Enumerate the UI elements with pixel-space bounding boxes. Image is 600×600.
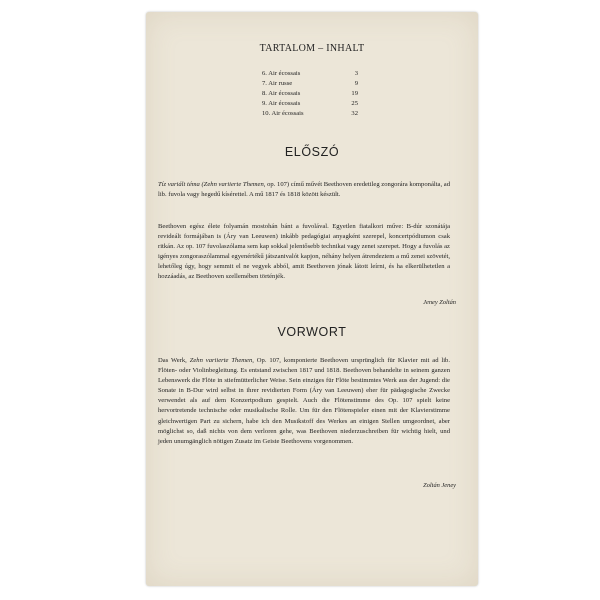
- toc-item-label: 9. Air écossais: [262, 100, 301, 107]
- signature-hu: Jeney Zoltán: [423, 299, 456, 306]
- toc-item-label: 6. Air écossais: [262, 70, 301, 77]
- table-of-contents: [262, 69, 358, 119]
- toc-item-page: 25: [351, 100, 358, 107]
- toc-item-page: 9: [354, 80, 358, 87]
- signature-de: Zoltán Jeney: [423, 482, 456, 489]
- preface-heading-de: VORWORT: [277, 325, 347, 339]
- toc-item: [262, 69, 358, 79]
- toc-item-label: 8. Air écossais: [262, 90, 301, 97]
- preface-de-paragraph: [158, 356, 450, 447]
- preface-de-text: , Op. 107, komponierte Beethoven ursprünglich für Klavier mit ad lib. Flöten- oder Violinbegleitung. Es entstand zwischen 1817 und 1818. Beethoven behandelte in seinem ganzen Lebenswerk die Flöte in stiefmütterlicher Weise. Sein einziges für Flöte bestimmtes Werk aus der Jugend: die Sonate in B-Dur wird selbst in ihrer revidierten Form (Áry van Leeuwen) eher für pädagogische Zwecke verwendet als auf dem Konzertpodium gespielt. Auch die Flötenstimme des Op. 107 spielt keine hervortretende technische oder musikalische Rolle. Um für den Flötenspieler einen mit der Klavierstimme gleichwertigen Part zu sichern, habe ich den Musikstoff des Werkes an einigen Stellen umgeordnet, aber möglichst so, daß nichts von dem verloren gehe, was Beethoven niederzuschreiben für wichtig hielt, und jeden unumgänglich nötigen Zusatz im Geiste Beethovens vorgenommen.: [158, 357, 450, 445]
- toc-item-label: 10. Air écossais: [262, 110, 304, 117]
- toc-item: [262, 89, 358, 99]
- work-title-de: Zehn variierte Themen: [189, 357, 253, 364]
- toc-item-page: 32: [351, 110, 358, 117]
- toc-item-page: 3: [354, 70, 358, 77]
- preface-hu-paragraph-1-text: , op. 107) című művét Beethoven eredetileg zongorára komponálta, ad lib. fuvola vagy hegedű kísérettel. A mű 1817 és 1818 között készült.: [158, 181, 451, 199]
- toc-item: [262, 109, 358, 119]
- work-title-hu: Tíz variált téma: [158, 181, 200, 188]
- toc-item: [262, 99, 358, 109]
- toc-item-label: 7. Air russe: [262, 80, 293, 87]
- work-title-de: (Zehn variierte Themen: [201, 181, 264, 188]
- preface-heading-hu: ELŐSZÓ: [284, 145, 340, 159]
- toc-item: [262, 79, 358, 89]
- toc-title: TARTALOM – INHALT: [259, 43, 365, 54]
- preface-de-intro: Das Werk,: [158, 357, 190, 364]
- document-page: [146, 12, 478, 586]
- toc-item-page: 19: [351, 90, 358, 97]
- preface-hu-paragraph-1: [158, 180, 450, 200]
- preface-hu-paragraph-2: Beethoven egész élete folyamán mostohán bánt a fuvolával. Egyetlen fiatalkori műve: B-dúr szonátája revideált formájában is (Áry van Leeuwen) inkább pedagógiai anyagként szerepel, koncertpódiumon csak ritkán. Az op. 107 fuvolaszólama sem kap sokkal jelentősebb technikai vagy zenei szerepet. Hogy a fuvolás az igényes zongoraszólammal egyenértékű játszanivalót kapjon, néhány helyen átrendeztem a mű zenei szövetét, lehetőleg úgy, hogy semmit el ne vegyek abból, amit Beethoven jónak látott leírni, és ha elkerülhetetlen a hozzáadás, az Beethoven szellemében történjék.: [158, 223, 450, 281]
